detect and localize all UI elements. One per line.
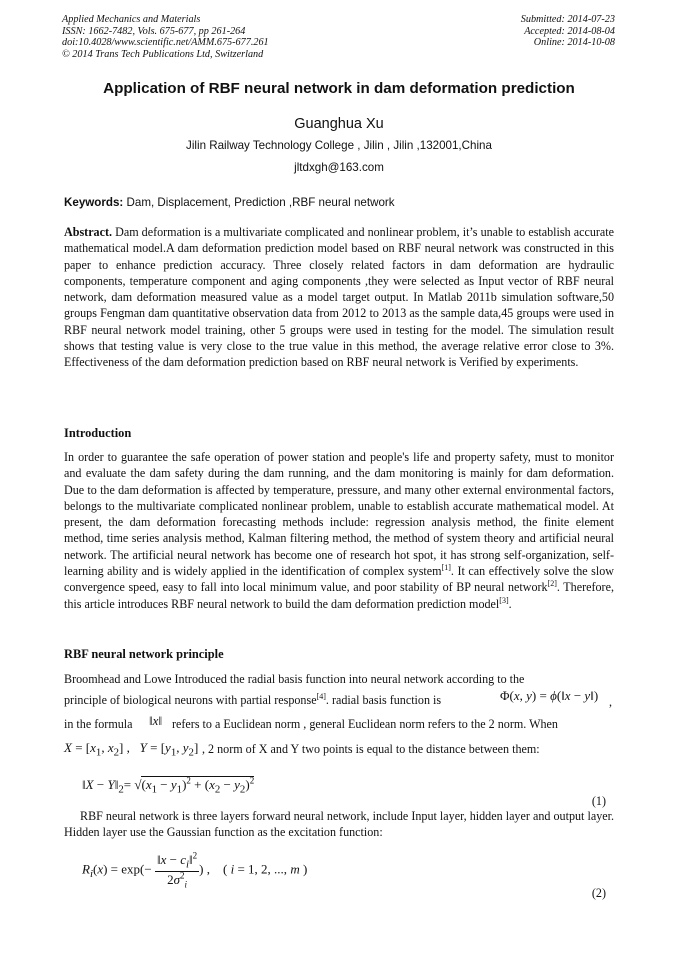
- citation-4: [4]: [316, 691, 326, 701]
- rbf-line-1: Broomhead and Lowe Introduced the radial basis function into neural network according to the: [64, 672, 525, 686]
- author-affiliation: Jilin Railway Technology College , Jilin , Jilin ,132001,China: [186, 139, 492, 152]
- journal-header: [62, 14, 269, 60]
- rbf-line-3a: in the formula: [64, 717, 133, 731]
- abstract-text: Dam deformation is a multivariate complicated and nonlinear problem, it’s unable to establish accurate mathematical model.A dam deformation prediction model based on RBF neural network was constructed in this paper to enhance prediction accuracy. Three closely related factors in dam deformation are hydraulic components, temperature component and aging components ,they were selected as Input vector of RBF neural network, dam deformation measured value as a model target output. In Matlab 2011b simulation software,50 groups Fengman dam quantitative observation data from 2012 to 2013 as the sample data,45 groups were used in RBF neural network model training, other 5 groups were used in testing for the model. The simulation result shows that testing value is very close to the true value in this method, the average relative error close to 3%. Effectiveness of the dam deformation prediction based on RBF neural network is Verified by experiments.: [64, 225, 614, 370]
- equation-1-number: (1): [591, 794, 606, 808]
- citation-3: [3]: [499, 595, 509, 605]
- equation-1: ‖X − $Y‖_2= √(x_1 - y_1)^2 + (x_2 - y_2)^2$: [82, 775, 255, 796]
- vector-xy-definition: $X = [x_1$, $x_2$] , $Y = [y_1$, $y_2$]: [64, 740, 199, 759]
- online-date: Online: 2014-10-08: [533, 37, 615, 49]
- keywords-label: Keywords:: [64, 196, 124, 209]
- intro-text-4: .: [508, 596, 512, 611]
- formula-comma: ,: [609, 695, 613, 709]
- journal-name: Applied Mechanics and Materials: [62, 14, 201, 25]
- equation-2-number: (2): [591, 886, 606, 900]
- intro-text-1: In order to guarantee the safe operation of power station and people's life and property safety, must to monitor and evaluate the dam safety during the dam running, and the dam monitoring is mainly for dam deformation. Due to the dam deformation is affected by temperature, pressure, and many other external environmental factors, belongs to the multivariate complicated nonlinear problem, unable to establish accurate mathematical model. At present, the dam deformation forecasting methods include: regression analysis method, the finite element method, time series analysis method, Kalman filtering method, the method of system theory and artificial neural network. The artificial neural network has become one of research hot spot, it has strong self-organization, self-learning ability and is widely applied in the identification of complex system: [64, 450, 614, 579]
- introduction-heading: Introduction: [64, 426, 132, 440]
- rbf-line-2b: . radial basis function is: [325, 693, 442, 707]
- author-email: jltdxgh@163.com: [294, 161, 384, 174]
- keywords-text: Dam, Displacement, Prediction ,RBF neural network: [123, 196, 395, 209]
- introduction-body: [64, 449, 614, 612]
- norm-x-symbol: ‖x‖: [149, 713, 163, 728]
- keywords: [64, 196, 395, 209]
- abstract-label: Abstract.: [64, 225, 113, 239]
- author-name: Guanghua Xu: [294, 116, 384, 132]
- radial-basis-formula: Φ(x, y) = ϕ(‖x − y‖): [500, 688, 599, 703]
- citation-2: [2]: [547, 579, 557, 589]
- journal-issn: ISSN: 1662-7482, Vols. 675-677, pp 261-264: [62, 25, 246, 37]
- journal-doi: doi:10.4028/www.scientific.net/AMM.675-677.261: [62, 37, 269, 49]
- equation-2: $R_i(x) = \exp(-$ $\frac{‖x - c_i‖^2}{2\sigma^2_i}$ ) , ( i = 1, 2, ..., m ): [82, 850, 308, 890]
- rbf-paragraph-2: RBF neural network is three layers forward neural network, include Input layer, hidden layer and output layer. Hidden layer use the Gaussian function as the excitation function:: [64, 809, 614, 840]
- rbf-line-3b: refers to a Euclidean norm , general Euclidean norm refers to the 2 norm. When: [172, 717, 558, 731]
- rbf-line-4b: , 2 norm of X and Y two points is equal to the distance between them:: [202, 742, 540, 756]
- accepted-date: Accepted: 2014-08-04: [524, 25, 615, 37]
- citation-1: [1]: [441, 563, 451, 573]
- rbf-line-2: [64, 693, 441, 708]
- submitted-date: Submitted: 2014-07-23: [520, 14, 615, 25]
- rbf-heading: RBF neural network principle: [64, 647, 224, 661]
- paper-title: Application of RBF neural network in dam deformation prediction: [103, 80, 575, 97]
- intro-text-3: . Therefore, this article introduces RBF neural network to build the dam deformation prediction model: [64, 580, 614, 611]
- intro-text-2: . It can effectively solve the slow convergence speed, easy to fall into local minimum value, and poor stability of BP neural network: [64, 564, 614, 595]
- journal-copyright: © 2014 Trans Tech Publications Ltd, Switzerland: [62, 48, 264, 60]
- dates-header: [521, 14, 615, 49]
- rbf-line-2a: principle of biological neurons with partial response: [64, 693, 317, 707]
- abstract: [64, 224, 614, 371]
